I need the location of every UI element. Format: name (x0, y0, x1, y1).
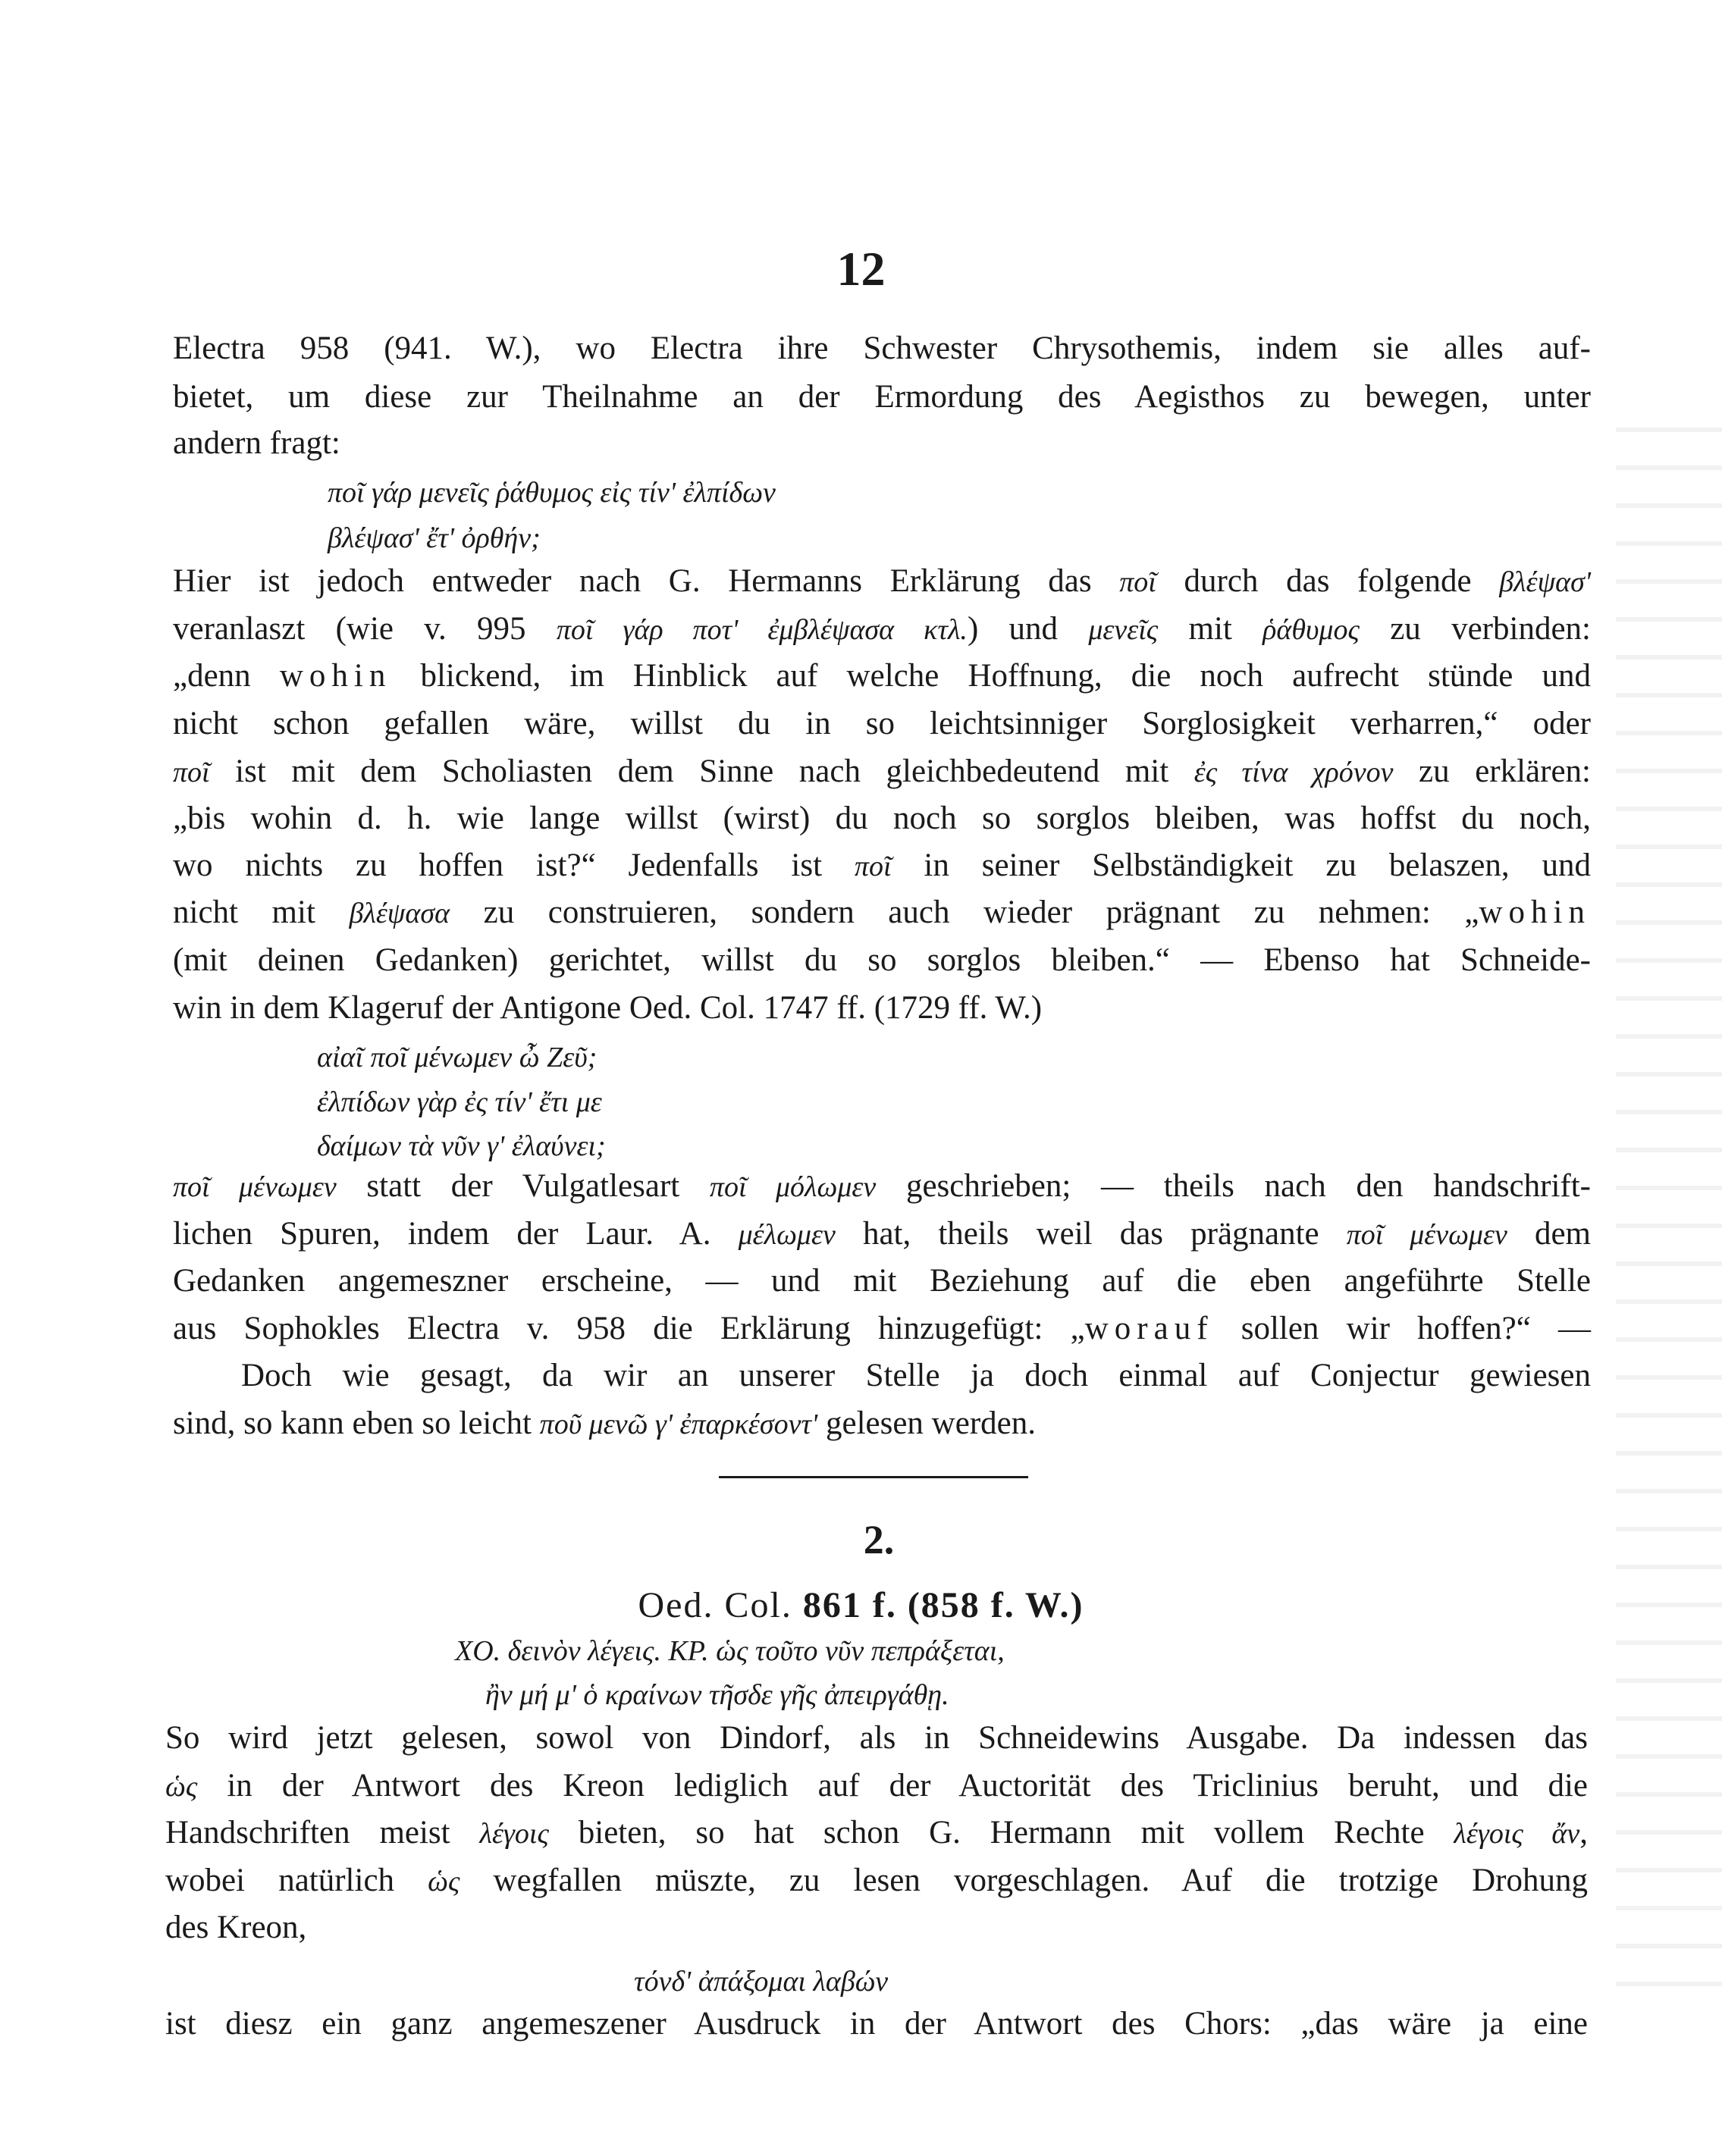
text-line: Hier ist jedoch entweder nach G. Hermanns Erklärung das ποῖ durch das folgende βλέψασ' (173, 563, 1591, 599)
greek-quote: ἐλπίδων γὰρ ἐς τίν' ἔτι με (317, 1086, 602, 1118)
text-line: nicht schon gefallen wäre, willst du in so leichtsinniger Sorglosigkeit verharren,“ oder (173, 706, 1591, 741)
text-line: win in dem Klageruf der Antigone Oed. Col. 1747 ff. (1729 ff. W.) (173, 990, 1043, 1026)
bleed-through (1616, 394, 1722, 1986)
page-number: 12 (836, 242, 886, 296)
text-line: aus Sophokles Electra v. 958 die Erklärung hinzugefügt: „worauf sollen wir hoffen?“ — (173, 1311, 1591, 1346)
text-line: lichen Spuren, indem der Laur. A. μέλωμεν hat, theils weil das prägnante ποῖ μένωμεν dem (173, 1216, 1591, 1252)
text-line: ποῖ ist mit dem Scholiasten dem Sinne nach gleichbedeutend mit ἐς τίνα χρόνον zu erklären: (173, 754, 1591, 789)
text-line: wobei natürlich ὡς wegfallen müszte, zu lesen vorgeschlagen. Auf die trotzige Drohung (165, 1863, 1588, 1898)
section-heading: Oed. Col. 861 f. (858 f. W.) (638, 1585, 1084, 1625)
greek-quote: ΧΟ. δεινὸν λέγεις. ΚΡ. ὡς τοῦτο νῦν πεπράξεται, (455, 1635, 1005, 1667)
text-line: wo nichts zu hoffen ist?“ Jedenfalls ist ποῖ in seiner Selbständigkeit zu belaszen, und (173, 848, 1591, 883)
text-line: (mit deinen Gedanken) gerichtet, willst du so sorglos bleiben.“ — Ebenso hat Schneide- (173, 942, 1591, 978)
text-line: nicht mit βλέψασα zu construieren, sondern auch wieder prägnant zu nehmen: „wohin (173, 895, 1591, 930)
text-line: „denn wohin blickend, im Hinblick auf welche Hoffnung, die noch aufrecht stünde und (173, 658, 1591, 694)
text-line: ὡς in der Antwort des Kreon lediglich auf der Auctorität des Triclinius beruht, und die (165, 1768, 1588, 1803)
greek-quote: ἢν μή μ' ὁ κραίνων τῆσδε γῆς ἀπειργάθῃ. (485, 1679, 949, 1711)
greek-quote: δαίμων τὰ νῦν γ' ἐλαύνει; (317, 1130, 606, 1162)
text-line: Electra 958 (941. W.), wo Electra ihre Schwester Chrysothemis, indem sie alles auf- (173, 331, 1591, 366)
text-line: bietet, um diese zur Theilnahme an der Ermordung des Aegisthos zu bewegen, unter (173, 379, 1591, 415)
text-line: „bis wohin d. h. wie lange willst (wirst) du noch so sorglos bleiben, was hoffst du noch, (173, 801, 1591, 836)
text-line: veranlaszt (wie v. 995 ποῖ γάρ ποτ' ἐμβλέψασα κτλ.) und μενεῖς mit ῥάθυμος zu verbinden: (173, 611, 1591, 647)
greek-quote: αἰαῖ ποῖ μένωμεν ὦ Ζεῦ; (317, 1042, 598, 1073)
text-line: Handschriften meist λέγοις bieten, so hat schon G. Hermann mit vollem Rechte λέγοις ἄν, (165, 1815, 1588, 1850)
section-divider (719, 1476, 1028, 1478)
text-line: des Kreon, (165, 1910, 307, 1945)
text-line: So wird jetzt gelesen, sowol von Dindorf, als in Schneidewins Ausgabe. Da indessen das (165, 1720, 1588, 1756)
section-number: 2. (863, 1517, 895, 1562)
greek-quote: τόνδ' ἀπάξομαι λαβών (634, 1966, 889, 1998)
greek-quote: ποῖ γάρ μενεῖς ῥάθυμος εἰς τίν' ἐλπίδων (328, 477, 776, 509)
text-line: andern fragt: (173, 425, 340, 461)
text-line: ποῖ μένωμεν statt der Vulgatlesart ποῖ μόλωμεν geschrieben; — theils nach den handschrift- (173, 1168, 1591, 1204)
text-line: sind, so kann eben so leicht ποῦ μενῶ γ' ἐπαρκέσοντ' gelesen werden. (173, 1405, 1036, 1441)
text-line: ist diesz ein ganz angemeszener Ausdruck in der Antwort des Chors: „das wäre ja eine (165, 2006, 1588, 2042)
text-line: Gedanken angemeszner erscheine, — und mit Beziehung auf die eben angeführte Stelle (173, 1263, 1591, 1299)
text-line: Doch wie gesagt, da wir an unserer Stelle ja doch einmal auf Conjectur gewiesen (241, 1358, 1591, 1393)
greek-quote: βλέψασ' ἔτ' ὀρθήν; (328, 522, 541, 554)
